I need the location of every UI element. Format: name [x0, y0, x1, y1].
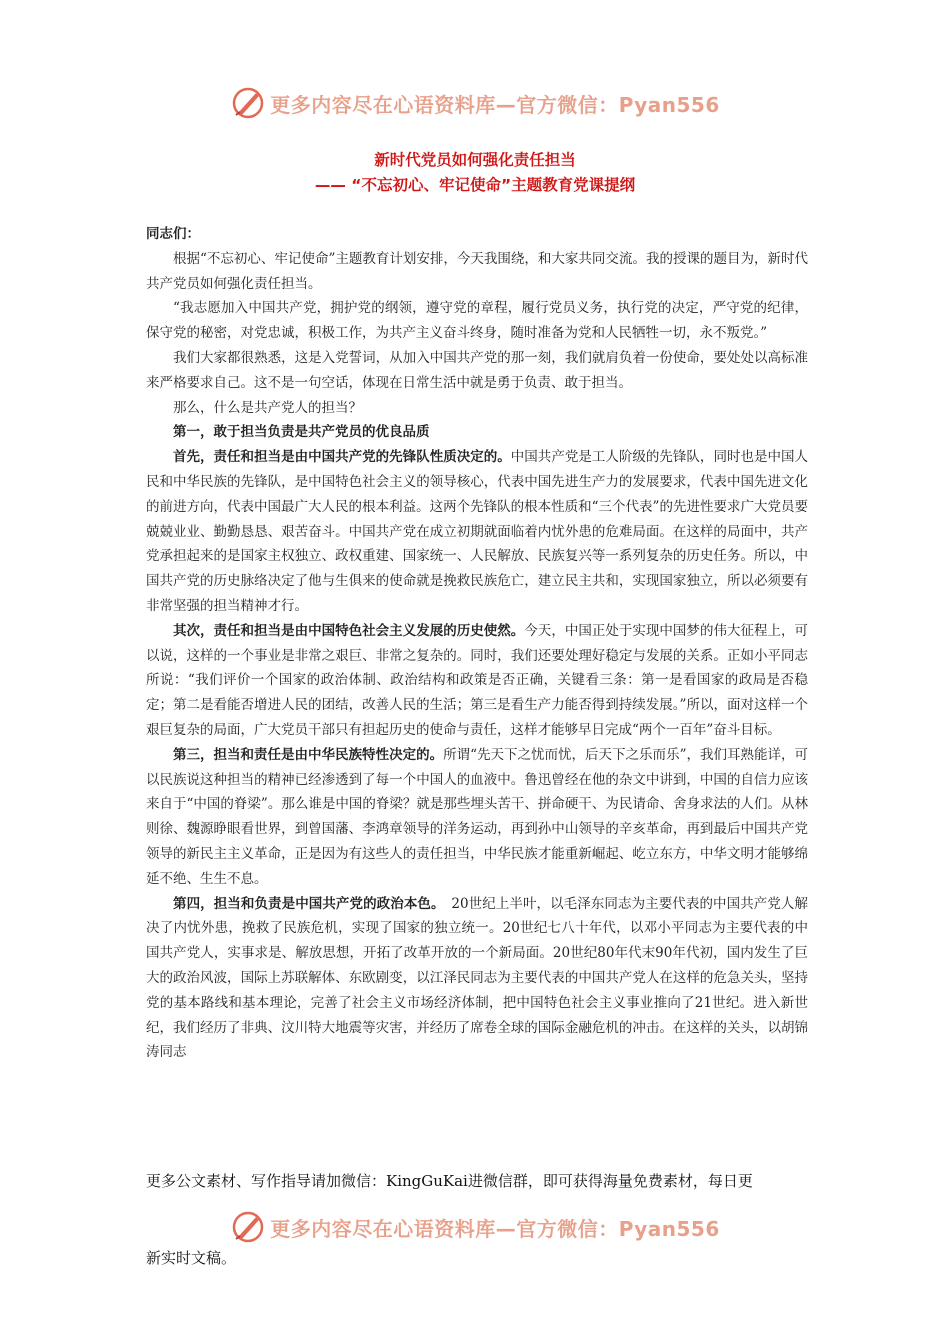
paragraph-5-text: 中国共产党是工人阶级的先锋队，同时也是中国人民和中华民族的先锋队，是中国特色社会主义的领导核心，代表中国先进生产力的发展要求，代表中国先进文化的前进方向，代表中国最广大人民的根本利益。这两个先锋队的根本性质和“三个代表”的先进性要求广大党员要兢兢业业、勤勤恳恳、艰苦奋斗。中国共产党在成立初期就面临着内忧外患的危难局面。在这样的局面中，共产党承担起来的是国家主权独立、政权重建、国家统一、人民解放、民族复兴等一系列复杂的历史任务。所以，中国共产党的历史脉络决定了他与生俱来的使命就是挽救民族危亡，建立民主共和，实现国家独立，所以必须要有非常坚强的担当精神才行。	[146, 449, 809, 614]
pen-logo-icon	[230, 85, 266, 121]
paragraph-5-lead: 首先，责任和担当是由中国共产党的先锋队性质决定的。	[173, 449, 511, 466]
paragraph-2: “我志愿加入中国共产党，拥护党的纲领，遵守党的章程，履行党员义务，执行党的决定，严守党的纪律，保守党的秘密，对党忠诚，积极工作，为共产主义奋斗终身，随时准备为党和人民牺牲一切，永不叛党。”	[146, 300, 808, 342]
paragraph-8-text: 20世纪上半叶，以毛泽东同志为主要代表的中国共产党人解决了内忧外患，挽救了民族危机，实现了国家的独立统一。20世纪七八十年代，以邓小平同志为主要代表的中国共产党人，实事求是、解放思想，开拓了改革开放的一个新局面。20世纪80年代末90年代初，国内发生了巨大的政治风波，国际上苏联解体、东欧剧变，以江泽民同志为主要代表的中国共产党人在这样的危急关头，坚持党的基本路线和基本理论，完善了社会主义市场经济体制，把中国特色社会主义事业推向了21世纪。进入新世纪，我们经历了非典、汶川特大地震等灾害，并经历了席卷全球的国际金融危机的冲击。在这样的关头，以胡锦涛同志	[146, 895, 809, 1061]
pen-logo-icon	[230, 1209, 266, 1245]
paragraph-3: 我们大家都很熟悉，这是入党誓词，从加入中国共产党的那一刻，我们就肩负着一份使命，要处处以高标准来严格要求自己。这不是一句空话，体现在日常生活中就是勇于负责、敢于担当。	[146, 349, 808, 391]
paragraph-1: 根据“不忘初心、牢记使命”主题教育计划安排，今天我围绕，和大家共同交流。我的授课的题目为，新时代共产党员如何强化责任担当。	[146, 250, 808, 292]
paragraph-7-lead: 第三，担当和责任是由中华民族特性决定的。	[173, 746, 444, 763]
title-line-1: 新时代党员如何强化责任担当	[374, 151, 576, 169]
paragraph-8	[146, 892, 808, 1066]
paragraph-6-text: 今天，中国正处于实现中国梦的伟大征程上，可以说，这样的一个事业是非常之艰巨、非常之复杂的。同时，我们还要处理好稳定与发展的关系。正如小平同志所说：“我们评价一个国家的政治体制、政治结构和政策是否正确，关键看三条：第一是看国家的政局是否稳定；第二是看能否增进人民的团结，改善人民的生活；第三是看生产力能否得到持续发展。”所以，面对这样一个艰巨复杂的局面，广大党员干部只有担起历史的使命与责任，这样才能够早日完成“两个一百年”奋斗目标。	[146, 622, 809, 738]
document-body	[146, 222, 808, 1065]
paragraph-4: 那么，什么是共产党人的担当？	[173, 399, 362, 416]
paragraph-6	[146, 619, 808, 743]
paragraph-7-text: 所谓“先天下之忧而忧，后天下之乐而乐”，我们耳熟能详，可以民族说这种担当的精神已经渗透到了每一个中国人的血液中。鲁迅曾经在他的杂文中讲到，中国的自信力应该来自于“中国的脊梁”。那么谁是中国的脊梁？就是那些埋头苦干、拼命硬干、为民请命、舍身求法的人们。从林则徐、魏源睁眼看世界，到曾国藩、李鸿章领导的洋务运动，再到孙中山领导的辛亥革命，再到最后中国共产党领导的新民主主义革命，正是因为有这些人的责任担当，中华民族才能重新崛起、屹立东方，中华文明才能够绵延不绝、生生不息。	[146, 746, 809, 887]
greeting: 同志们：	[146, 226, 200, 242]
title-line-2: —— “不忘初心、牢记使命”主题教育党课提纲	[314, 176, 636, 194]
paragraph-8-lead: 第四，担当和负责是中国共产党的政治本色。	[173, 895, 438, 912]
top-banner	[0, 83, 950, 123]
document-title	[0, 148, 950, 198]
banner-text: 更多内容尽在心语资料库—官方微信：Pyan556	[270, 92, 720, 117]
paragraph-6-lead: 其次，责任和担当是由中国特色社会主义发展的历史使然。	[173, 622, 525, 639]
banner-text: 更多内容尽在心语资料库—官方微信：Pyan556	[270, 1216, 720, 1241]
footer-promo-line: 更多公文素材、写作指导请加微信：KingGuKai进微信群，即可获得海量免费素材，每日更	[146, 1172, 753, 1190]
section-heading-1: 第一，敢于担当负责是共产党员的优良品质	[173, 424, 430, 441]
bottom-banner	[0, 1207, 950, 1247]
paragraph-5	[146, 445, 808, 619]
paragraph-7	[146, 743, 808, 892]
footer-promo-line-2: 新实时文稿。	[146, 1249, 237, 1267]
